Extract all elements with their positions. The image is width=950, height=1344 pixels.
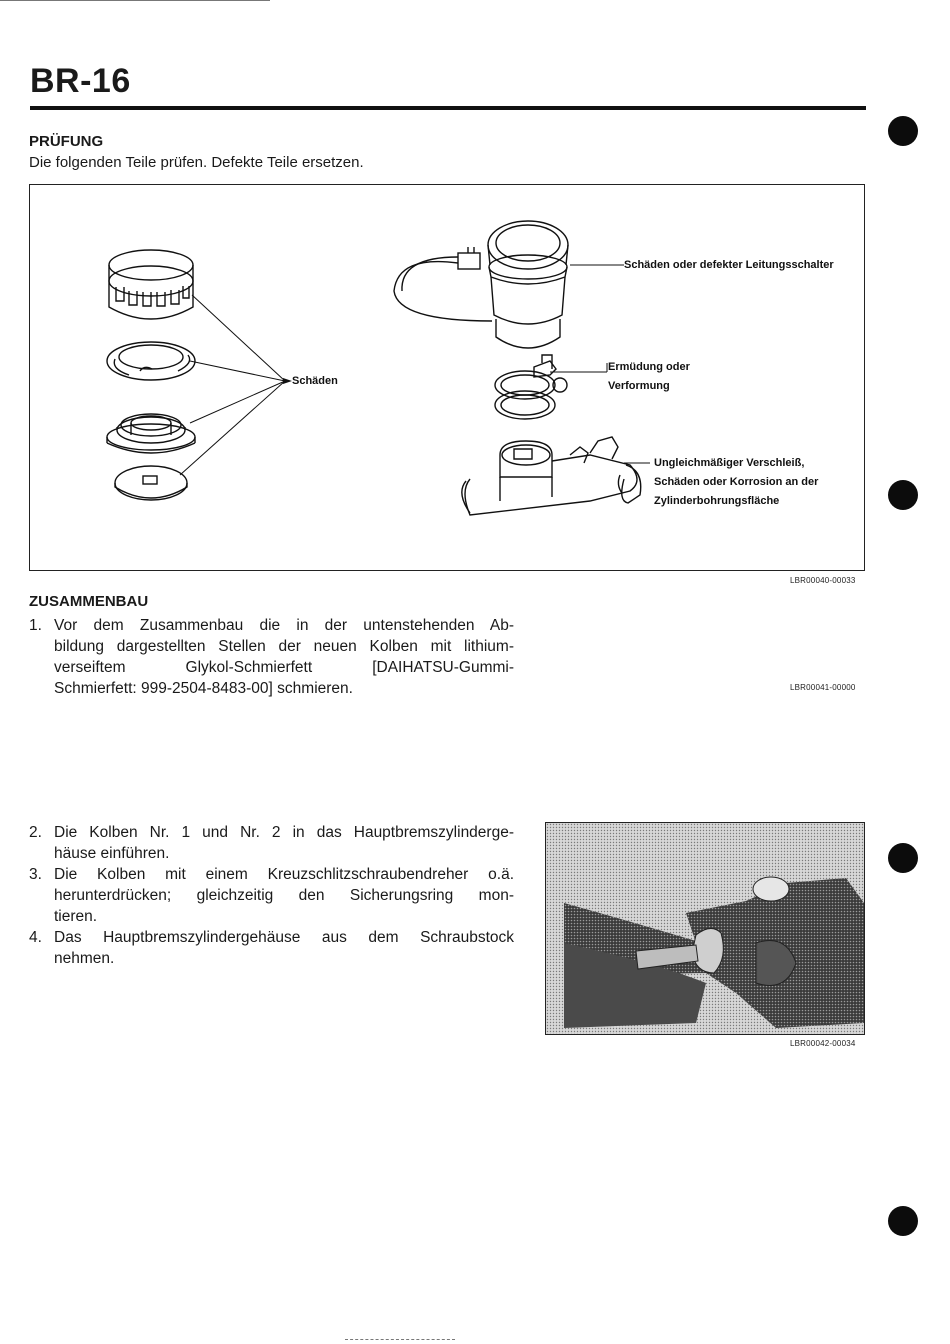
step-line: tieren. — [54, 908, 98, 925]
callout-ermuedung — [608, 358, 690, 396]
inspection-figure — [29, 184, 865, 571]
callout-verschleiss-line: Schäden oder Korrosion an der — [654, 476, 819, 488]
figure-code: LBR00041-00000 — [790, 683, 856, 692]
step-line: Die Kolben Nr. 1 und Nr. 2 in das Hauptbremszylinderge- — [54, 824, 514, 841]
assembly-step-1 — [29, 615, 519, 705]
seal-cup-drawing — [107, 414, 195, 453]
baffle-plate-drawing — [107, 342, 195, 380]
step-number: 3. — [29, 866, 42, 883]
step-text — [54, 615, 514, 699]
section-heading-zusammenbau: ZUSAMMENBAU — [29, 593, 149, 610]
step-text — [54, 927, 514, 969]
step-line: herunterdrücken; gleichzeitig den Sicherungsring mon- — [54, 887, 514, 904]
reservoir-with-switch-drawing — [394, 221, 568, 348]
section-heading-pruefung: PRÜFUNG — [29, 133, 104, 150]
binder-bullet — [888, 480, 918, 510]
callout-ermuedung-line: Ermüdung oder — [608, 361, 690, 373]
header-rule — [30, 106, 866, 110]
callout-ermuedung-line: Verformung — [608, 380, 670, 392]
binder-bullet — [888, 1206, 918, 1236]
step-line: Vor dem Zusammenbau die in der untenstehenden Ab- — [54, 617, 514, 634]
step-line: verseiftem Glykol-Schmierfett [DAIHATSU-Gummi- — [54, 659, 514, 676]
binder-bullet — [888, 116, 918, 146]
step-line: Schmierfett: 999-2504-8483-00] schmieren. — [54, 680, 353, 697]
grommet-clip-drawing — [495, 355, 567, 419]
callout-leitungsschalter: Schäden oder defekter Leitungsschalter — [624, 259, 834, 271]
callout-verschleiss — [654, 454, 818, 511]
figure-code: LBR00040-00033 — [790, 576, 856, 585]
step-line: Die Kolben mit einem Kreuzschlitzschraubendreher o.ä. — [54, 866, 514, 883]
callout-verschleiss-line: Zylinderbohrungsfläche — [654, 495, 780, 507]
step-number: 2. — [29, 824, 42, 841]
top-edge-line — [0, 0, 270, 1]
binder-bullet — [888, 843, 918, 873]
inspection-diagram — [30, 185, 866, 572]
step-line: häuse einführen. — [54, 845, 170, 862]
leader-lines-schaeden — [180, 295, 285, 475]
callout-verschleiss-line: Ungleichmäßiger Verschleiß, — [654, 457, 805, 469]
reservoir-cap-drawing — [109, 250, 193, 319]
step-line: Das Hauptbremszylindergehäuse aus dem Schraubstock — [54, 929, 514, 946]
step-text — [54, 864, 514, 927]
page-code: BR-16 — [30, 62, 131, 100]
photo-code: LBR00042-00034 — [790, 1039, 856, 1048]
callout-schaeden: Schäden — [292, 375, 338, 387]
step-text — [54, 822, 514, 864]
assembly-photo-drawing — [546, 823, 865, 1035]
assembly-photo — [545, 822, 865, 1035]
step-line: nehmen. — [54, 950, 115, 967]
master-cylinder-body-drawing — [462, 437, 641, 515]
step-line: bildung dargestellten Stellen der neuen Kolben mit lithium- — [54, 638, 514, 655]
step-number: 1. — [29, 617, 42, 634]
bottom-edge-line — [345, 1339, 455, 1341]
filter-disc-drawing — [115, 466, 187, 500]
step-number: 4. — [29, 929, 42, 946]
pruefung-instruction: Die folgenden Teile prüfen. Defekte Teile ersetzen. — [29, 154, 364, 171]
